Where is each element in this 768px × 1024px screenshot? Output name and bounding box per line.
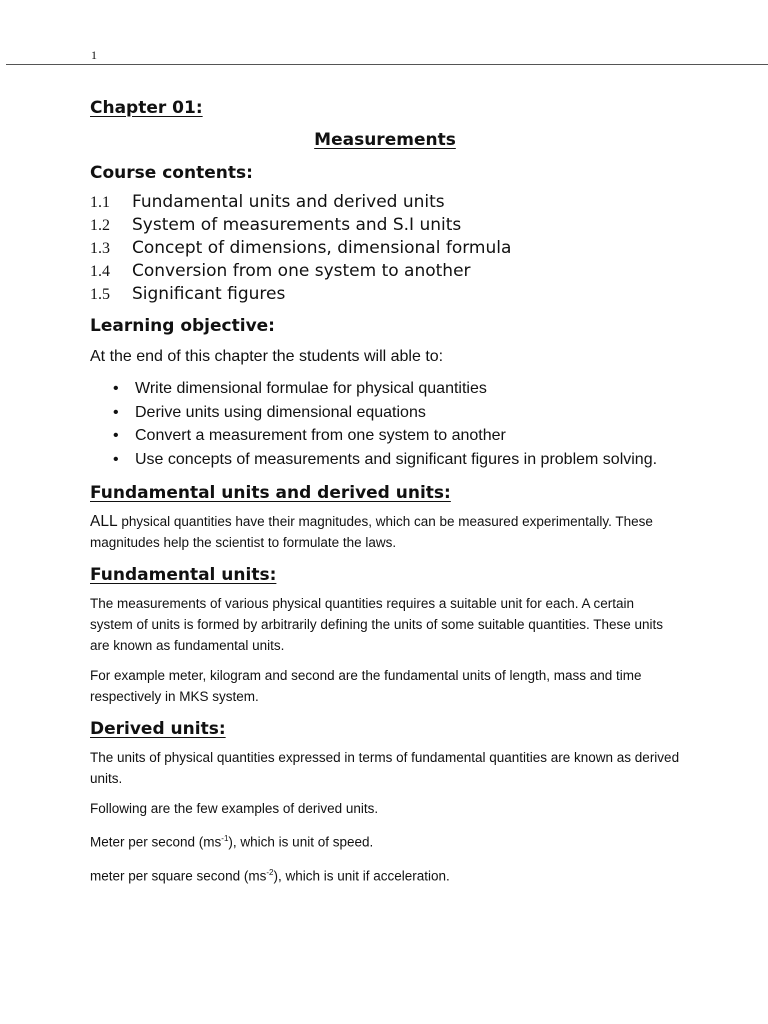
header-rule xyxy=(6,64,768,65)
superscript: -1 xyxy=(221,834,229,843)
bullet-icon: • xyxy=(113,450,119,468)
item-number: 1.5 xyxy=(90,286,110,303)
fundamental-units-heading: Fundamental units: xyxy=(90,565,277,585)
item-number: 1.3 xyxy=(90,240,110,257)
derived-example-speed xyxy=(90,828,680,853)
first-word: ALL xyxy=(90,513,118,530)
course-contents-list xyxy=(90,191,680,306)
example-text: ), which is unit if acceleration. xyxy=(273,868,450,883)
fundamental-derived-heading: Fundamental units and derived units: xyxy=(90,483,451,503)
list-item xyxy=(90,237,680,260)
list-item xyxy=(90,191,680,214)
derived-paragraph-2: Following are the few examples of derived units. xyxy=(90,801,379,816)
item-text: System of measurements and S.I units xyxy=(132,215,462,235)
example-text: ), which is unit of speed. xyxy=(228,834,374,850)
list-item xyxy=(90,283,680,306)
bullet-icon: • xyxy=(113,380,119,397)
bullet-icon: • xyxy=(113,403,119,421)
list-item xyxy=(90,424,680,448)
item-text: Derive units using dimensional equations xyxy=(135,403,426,421)
list-item xyxy=(90,214,680,237)
fundamental-derived-paragraph xyxy=(90,511,680,553)
fundamental-paragraph-1: The measurements of various physical quantities requires a suitable unit for each. A certain system of units is formed by arbitrarily defining the units of some suitable quantities. These units are known as fundamental units. xyxy=(90,596,664,653)
item-text: Significant figures xyxy=(132,284,286,304)
list-item xyxy=(90,448,680,472)
item-number: 1.4 xyxy=(90,263,110,280)
chapter-label: Chapter 01: xyxy=(90,98,203,118)
item-number: 1.2 xyxy=(90,217,110,234)
item-text: Write dimensional formulae for physical quantities xyxy=(135,380,487,397)
paragraph-text: physical quantities have their magnitudes, which can be measured experimentally. These magnitudes help the scientist to formulate the laws. xyxy=(90,514,653,550)
superscript: -2 xyxy=(266,867,274,877)
derived-units-heading: Derived units: xyxy=(90,719,226,739)
list-item xyxy=(90,377,680,401)
example-text: meter per square second (ms xyxy=(90,868,267,883)
fundamental-paragraph-2: For example meter, kilogram and second are the fundamental units of length, mass and time respectively in MKS system. xyxy=(90,668,642,704)
list-item xyxy=(90,401,680,425)
page-title: Measurements xyxy=(314,130,456,150)
list-item xyxy=(90,260,680,283)
item-number: 1.1 xyxy=(90,194,110,211)
objective-list xyxy=(90,377,680,471)
item-text: Conversion from one system to another xyxy=(132,261,471,281)
derived-paragraph-1: The units of physical quantities expressed in terms of fundamental quantities are known as derived units. xyxy=(90,750,680,786)
item-text: Convert a measurement from one system to another xyxy=(135,427,506,444)
page-number: 1 xyxy=(91,48,97,62)
objective-intro: At the end of this chapter the students will able to: xyxy=(90,348,444,365)
document-body xyxy=(90,96,680,886)
bullet-icon: • xyxy=(113,427,119,444)
item-text: Fundamental units and derived units xyxy=(132,192,445,212)
item-text: Concept of dimensions, dimensional formula xyxy=(132,238,512,258)
item-text: Use concepts of measurements and significant figures in problem solving. xyxy=(135,450,658,468)
course-contents-heading: Course contents: xyxy=(90,163,253,183)
example-text: Meter per second (ms xyxy=(90,834,222,850)
learning-objective-heading: Learning objective: xyxy=(90,316,275,336)
derived-example-acceleration xyxy=(90,862,680,887)
